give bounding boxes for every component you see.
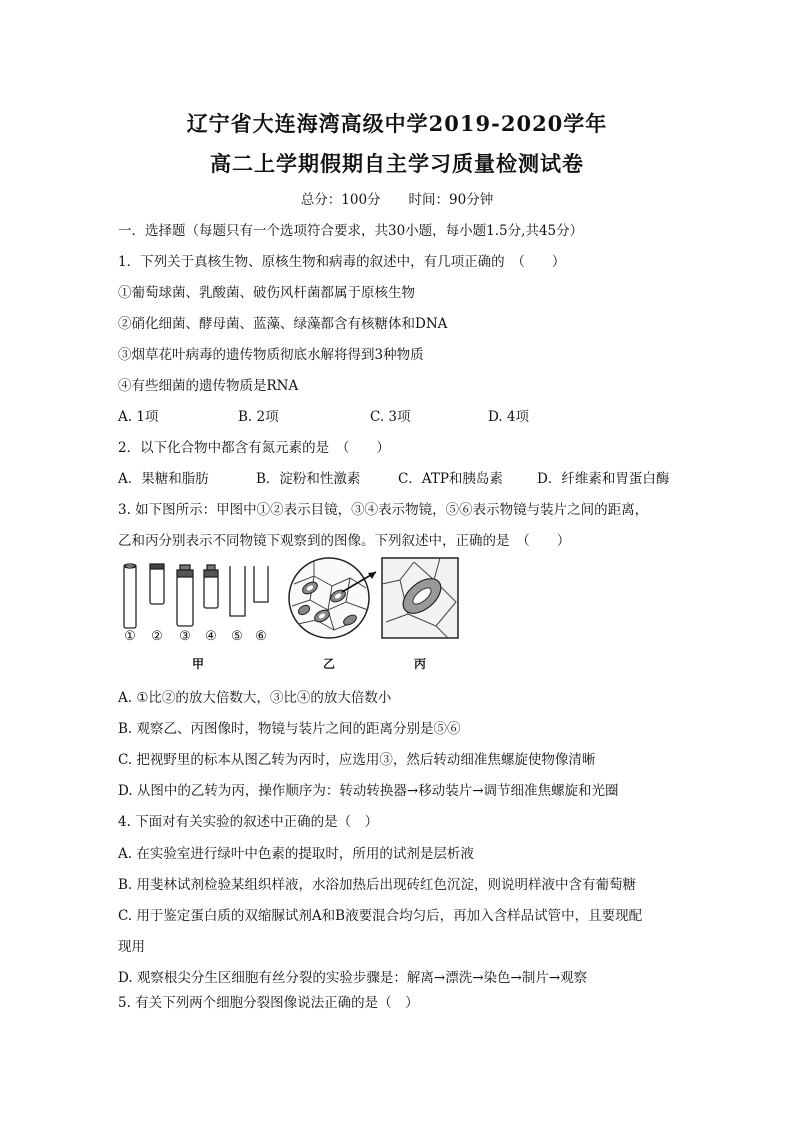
tube-label-4: ④ <box>205 629 217 644</box>
figure-jia <box>124 564 268 628</box>
q5-stem: 5. 有关下列两个细胞分裂图像说法正确的是（ ） <box>118 995 419 1011</box>
q1-item-4: ④有些细菌的遗传物质是RNA <box>118 378 299 394</box>
exam-title-line2: 高二上学期假期自主学习质量检测试卷 <box>210 151 584 176</box>
q1-item-2: ②硝化细菌、酵母菌、蓝藻、绿藻都含有核糖体和DNA <box>118 316 448 332</box>
q3-option-c: C. 把视野里的标本从图乙转为丙时，应选用③，然后转动细准焦螺旋使物像清晰 <box>118 752 596 768</box>
tube-label-1: ① <box>124 629 136 644</box>
exam-time: 时间：90分钟 <box>408 192 494 208</box>
panel-label-bing: 丙 <box>413 657 427 671</box>
q2-stem: 2．以下化合物中都含有氮元素的是 （ ） <box>118 440 390 456</box>
eyepiece-1-icon <box>124 566 136 628</box>
panel-label-yi: 乙 <box>322 657 336 671</box>
distance-5-icon <box>230 566 245 616</box>
q1-item-3: ③烟草花叶病毒的遗传物质彻底水解将得到3种物质 <box>118 347 424 363</box>
q4-option-a: A. 在实验室进行绿叶中色素的提取时，所用的试剂是层析液 <box>118 846 474 862</box>
microscope-figure <box>118 556 460 676</box>
q3-option-b: B. 观察乙、丙图像时，物镜与装片之间的距离分别是⑤⑥ <box>118 721 461 737</box>
q3-option-d: D. 从图中的乙转为丙，操作顺序为：转动转换器→移动装片→调节细准焦螺旋和光圈 <box>118 783 619 799</box>
objective-3-icon <box>177 576 193 626</box>
q1-stem: 1．下列关于真核生物、原核生物和病毒的叙述中，有几项正确的 （ ） <box>118 254 566 270</box>
q2-option-a: A．果糖和脂肪 <box>118 471 209 487</box>
q3-stem-line2: 乙和丙分别表示不同物镜下观察到的图像。下列叙述中，正确的是 （ ） <box>118 533 571 549</box>
tube-label-3: ③ <box>179 629 191 644</box>
exam-title-line1: 辽宁省大连海湾高级中学2019-2020学年 <box>186 111 608 136</box>
tube-label-2: ② <box>151 629 163 644</box>
q4-stem: 4. 下面对有关实验的叙述中正确的是（ ） <box>118 814 379 830</box>
q3-option-a: A. ①比②的放大倍数大，③比④的放大倍数小 <box>118 690 392 706</box>
exam-info <box>0 188 794 208</box>
q1-item-1: ①葡萄球菌、乳酸菌、破伤风杆菌都属于原核生物 <box>118 285 415 301</box>
q1-option-b: B. 2项 <box>238 409 279 425</box>
q2-option-d: D．纤维素和胃蛋白酶 <box>537 471 670 487</box>
figure-yi <box>289 558 376 638</box>
q1-option-a: A. 1项 <box>118 409 159 425</box>
panel-label-jia: 甲 <box>191 657 205 671</box>
tube-label-5: ⑤ <box>231 629 243 644</box>
q4-option-c-continued: 现用 <box>118 939 145 955</box>
q3-stem-line1: 3. 如下图所示：甲图中①②表示目镜，③④表示物镜，⑤⑥表示物镜与装片之间的距离， <box>118 502 649 518</box>
q4-option-b: B. 用斐林试剂检验某组织样液，水浴加热后出现砖红色沉淀，则说明样液中含有葡萄糖 <box>118 877 637 893</box>
q4-option-d: D. 观察根尖分生区细胞有丝分裂的实验步骤是：解离→漂洗→染色→制片→观察 <box>118 970 588 986</box>
q4-option-c: C. 用于鉴定蛋白质的双缩脲试剂A和B液要混合均匀后，再加入含样品试管中，且要现配 <box>118 908 643 924</box>
section-heading: 一．选择题（每题只有一个选项符合要求，共30小题，每小题1.5分,共45分） <box>118 223 584 239</box>
objective-4-icon <box>204 576 218 608</box>
figure-bing <box>382 558 458 638</box>
q1-option-c: C. 3项 <box>370 409 411 425</box>
eyepiece-2-icon <box>150 568 164 604</box>
q2-option-b: B．淀粉和性激素 <box>256 471 361 487</box>
distance-6-icon <box>254 566 268 602</box>
q1-option-d: D. 4项 <box>488 409 530 425</box>
q2-option-c: C．ATP和胰岛素 <box>398 471 503 487</box>
total-score: 总分：100分 <box>300 192 381 208</box>
tube-label-6: ⑥ <box>255 629 267 644</box>
